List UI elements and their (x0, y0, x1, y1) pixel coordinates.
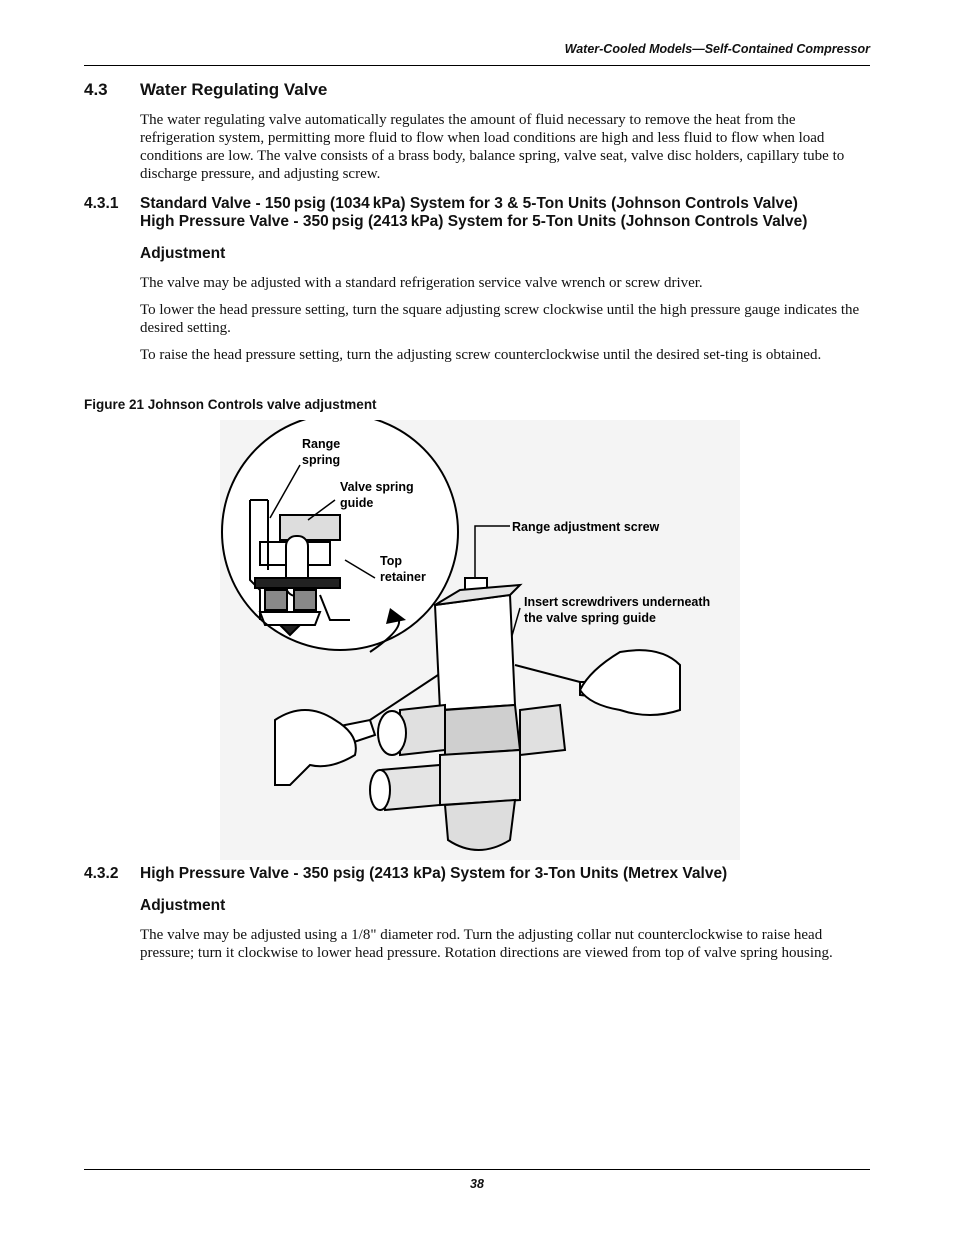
label-top-retainer: Top retainer (380, 554, 426, 584)
paragraph-adjust-3: To raise the head pressure setting, turn the adjusting screw counterclockwise until the desired set-ting is obtained. (140, 347, 822, 363)
section-number: 4.3.1 (84, 195, 119, 212)
label-range-spring: Range spring (302, 437, 341, 467)
paragraph-adjust-1: The valve may be adjusted with a standard refrigeration service valve wrench or screw driver. (140, 275, 703, 291)
subheading-adjustment: Adjustment (140, 245, 226, 262)
label-insert-screwdrivers: Insert screwdrivers underneath the valve spring guide (524, 595, 711, 625)
running-header: Water-Cooled Models—Self-Contained Compressor (564, 42, 870, 56)
valve-adjustment-figure (220, 420, 740, 860)
section-number: 4.3 (84, 80, 108, 99)
paragraph-adjust-2: To lower the head pressure setting, turn the square adjusting screw clockwise until the high pressure gauge indicates the desired setting. (140, 302, 860, 336)
section-heading-4-3-2 (84, 865, 727, 883)
header-rule (84, 65, 870, 66)
section-title: High Pressure Valve - 350 psig (2413 kPa) System for 3-Ton Units (Metrex Valve) (140, 865, 728, 882)
valve-illustration (220, 420, 740, 860)
label-valve-spring-guide: Valve spring guide (340, 480, 414, 510)
section-heading-4-3 (84, 80, 327, 100)
footer-rule (84, 1169, 870, 1170)
figure-caption: Figure 21 Johnson Controls valve adjustment (84, 397, 377, 412)
page-number: 38 (470, 1177, 484, 1191)
paragraph-intro: The water regulating valve automatically regulates the amount of fluid necessary to remove the heat from the refrigeration system, permitting more fluid to flow when load conditions are high and less fluid to flow when load conditions are low. The valve consists of a brass body, balance spring, valve seat, valve disc holders, capillary tube to discharge pressure, and adjusting screw. (140, 112, 845, 182)
section-title-line-1: Standard Valve - 150 psig (1034 kPa) System for 3 & 5-Ton Units (Johnson Controls Valve) (140, 195, 798, 212)
label-range-adjustment-screw: Range adjustment screw (512, 520, 660, 534)
section-number: 4.3.2 (84, 865, 119, 882)
section-heading-4-3-1 (84, 195, 807, 231)
subheading-adjustment-2: Adjustment (140, 897, 226, 914)
section-title-line-2: High Pressure Valve - 350 psig (2413 kPa) System for 5-Ton Units (Johnson Controls Valve) (140, 213, 808, 230)
section-title: Water Regulating Valve (140, 80, 328, 99)
paragraph-metrex: The valve may be adjusted using a 1/8" diameter rod. Turn the adjusting collar nut counterclockwise to raise head pressure; turn it clockwise to lower head pressure. Rotation directions are viewed from top of valve spring housing. (140, 927, 833, 961)
